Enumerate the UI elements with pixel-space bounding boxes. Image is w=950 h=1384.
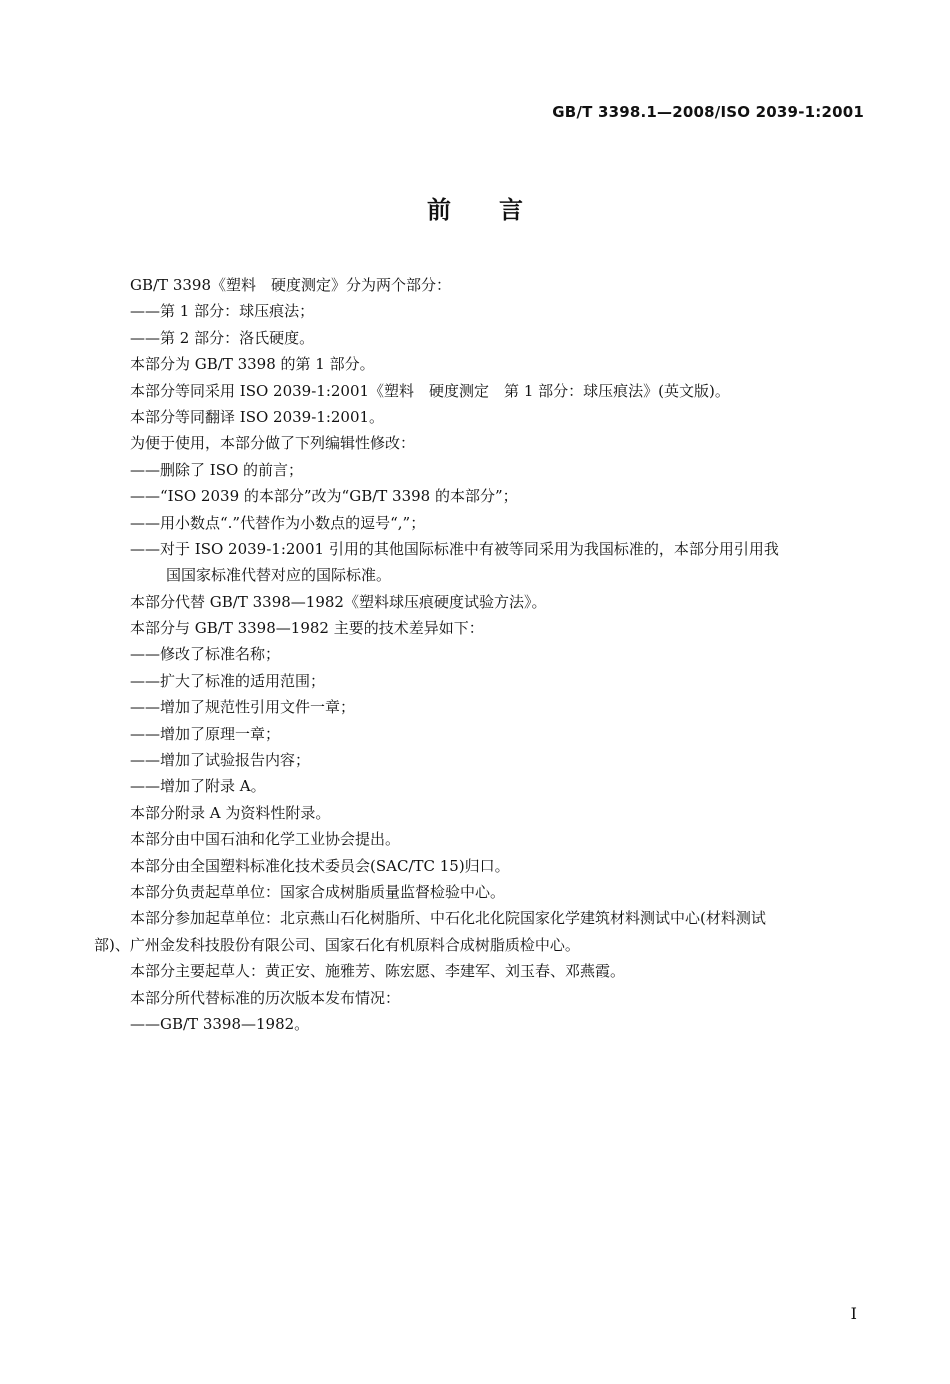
list-item: ——第 2 部分：洛氏硬度。 [130, 328, 315, 347]
list-item: ——“ISO 2039 的本部分”改为“GB/T 3398 的本部分”； [130, 487, 518, 506]
list-item: ——删除了 ISO 的前言； [130, 460, 304, 479]
paragraph-line: 本部分等同采用 ISO 2039-1:2001《塑料 硬度测定 第 1 部分：球压痕法》(英文版)。 [130, 381, 730, 400]
paragraph-line: 本部分等同翻译 ISO 2039-1:2001。 [130, 407, 385, 426]
list-item: ——GB/T 3398—1982。 [130, 1014, 310, 1033]
paragraph-line: 本部分与 GB/T 3398—1982 主要的技术差异如下： [130, 619, 484, 638]
page-number: I [850, 1304, 857, 1323]
paragraph-continuation: 部)、广州金发科技股份有限公司、国家石化有机原料合成树脂质检中心。 [94, 935, 580, 954]
paragraph-line: 本部分为 GB/T 3398 的第 1 部分。 [130, 355, 375, 374]
paragraph-line: 本部分主要起草人：黄正安、施雅芳、陈宏愿、李建军、刘玉春、邓燕霞。 [130, 962, 626, 981]
list-item: ——增加了规范性引用文件一章； [130, 698, 356, 717]
page-title: 前言 [427, 196, 571, 224]
paragraph-line: GB/T 3398《塑料 硬度测定》分为两个部分： [130, 276, 452, 294]
list-item: ——第 1 部分：球压痕法； [130, 302, 315, 321]
list-item: ——增加了原理一章； [130, 724, 281, 743]
list-item: ——增加了试验报告内容； [130, 751, 311, 770]
list-item: ——修改了标准名称； [130, 645, 281, 664]
paragraph-line: 本部分参加起草单位：北京燕山石化树脂所、中石化北化院国家化学建筑材料测试中心(材料测试 [130, 909, 766, 928]
paragraph-line: 本部分代替 GB/T 3398—1982《塑料球压痕硬度试验方法》。 [130, 592, 547, 611]
list-item-continuation: 国国家标准代替对应的国际标准。 [166, 566, 392, 585]
paragraph-line: 本部分由中国石油和化学工业协会提出。 [130, 830, 401, 849]
list-item: ——扩大了标准的适用范围； [130, 671, 326, 690]
paragraph-line: 本部分所代替标准的历次版本发布情况： [130, 988, 401, 1007]
standard-code: GB/T 3398.1—2008/ISO 2039-1:2001 [552, 103, 864, 121]
paragraph-line: 本部分负责起草单位：国家合成树脂质量监督检验中心。 [130, 882, 506, 901]
paragraph-line: 为便于使用，本部分做了下列编辑性修改： [130, 434, 416, 453]
list-item: ——增加了附录 A。 [130, 777, 266, 796]
list-item: ——用小数点“.”代替作为小数点的逗号“,”； [130, 513, 426, 532]
paragraph-line: 本部分附录 A 为资料性附录。 [130, 803, 331, 822]
paragraph-line: 本部分由全国塑料标准化技术委员会(SAC/TC 15)归口。 [130, 856, 510, 875]
document-body [94, 272, 870, 1037]
list-item: ——对于 ISO 2039-1:2001 引用的其他国际标准中有被等同采用为我国标准的，本部分用引用我 [130, 539, 779, 558]
